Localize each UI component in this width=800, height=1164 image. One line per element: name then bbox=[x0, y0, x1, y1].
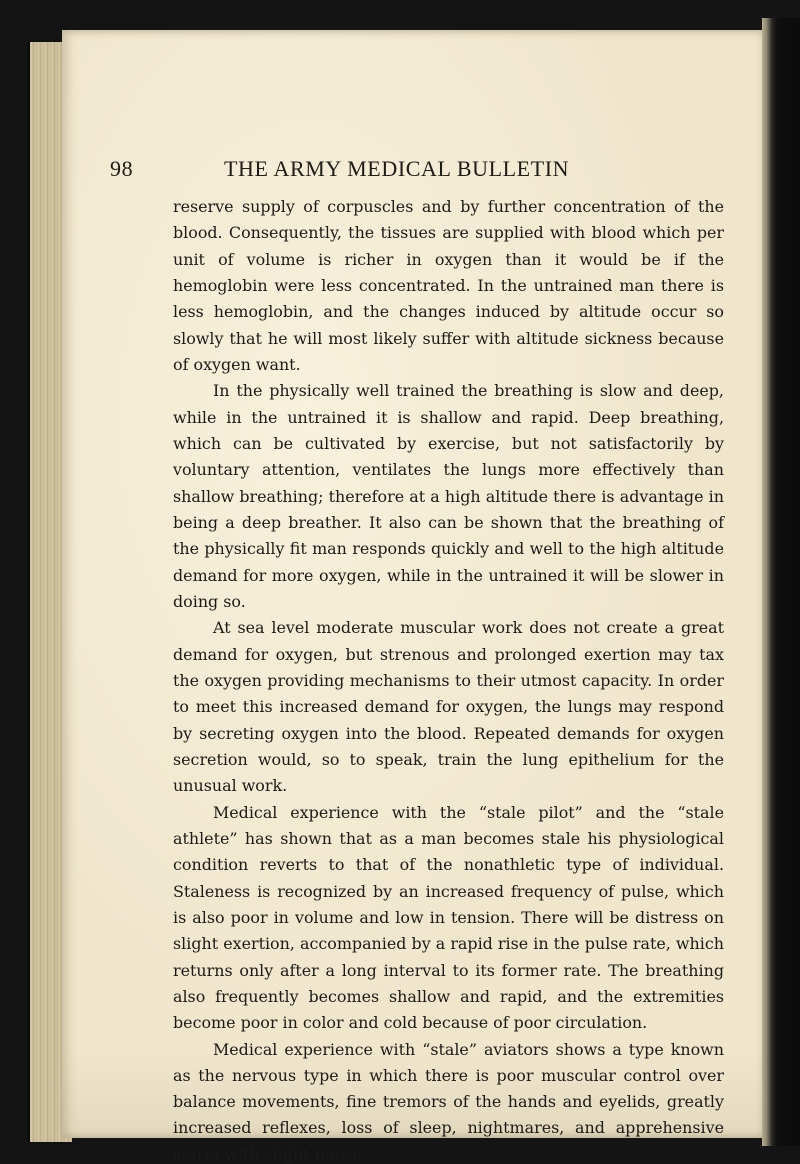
paragraph: Medical experience with the “stale pilot” and the “stale athlete” has shown that as a man becomes stale his physiological condition reverts to that of the nonathletic type of individual. Staleness is recognized by an increased frequency of pulse, which is also poor in volume and low in tension. There will be distress on slight exertion, accompanied by a rapid rise in the pulse rate, which returns only after a long interval to its former rate. The breathing also frequently becomes shallow and rapid, and the extremities become poor in color and cold because of poor circulation. bbox=[173, 802, 724, 1033]
page-number: 98 bbox=[110, 156, 134, 181]
running-head: THE ARMY MEDICAL BULLETIN bbox=[224, 156, 570, 181]
body-text bbox=[173, 194, 724, 1164]
paragraph: reserve supply of corpuscles and by further concentration of the blood. Consequently, the tissues are supplied with blood which per unit of volume is richer in oxygen than it would be if the hemoglobin were less concentrated. In the untrained man there is less hemoglobin, and the changes induced by altitude occur so slowly that he will most likely suffer with altitude sickness because of oxygen want. bbox=[173, 197, 724, 374]
page-header bbox=[110, 138, 610, 181]
paragraph: At sea level moderate muscular work does not create a great demand for oxygen, but strenous and prolonged exertion may tax the oxygen providing mechanisms to their utmost capacity. In order to meet this increased demand for oxygen, the lungs may respond by secreting oxygen into the blood. Repeated demands for oxygen secretion would, so to speak, train the lung epithelium for the unusual work. bbox=[173, 618, 724, 796]
paragraph: In the physically well trained the breathing is slow and deep, while in the untrained it is shallow and rapid. Deep breathing, which can be cultivated by exercise, but not satisfactorily by voluntary attention, ventilates the lungs more effectively than shallow breathing; therefore at a high altitude there is advantage in being a deep breather. It also can be shown that the breathing of the physically fit man responds quickly and well to the high altitude demand for more oxygen, while in the untrained it will be slower in doing so. bbox=[173, 381, 724, 611]
book-binding-edge bbox=[762, 18, 800, 1146]
paragraph: Medical experience with “stale” aviators shows a type known as the nervous type in which there is poor muscular control over balance movements, fine tremors of the hands and eyelids, greatly increased reflexes, loss of sleep, nightmares, and apprehensive starts with slight noise. bbox=[173, 1039, 724, 1164]
